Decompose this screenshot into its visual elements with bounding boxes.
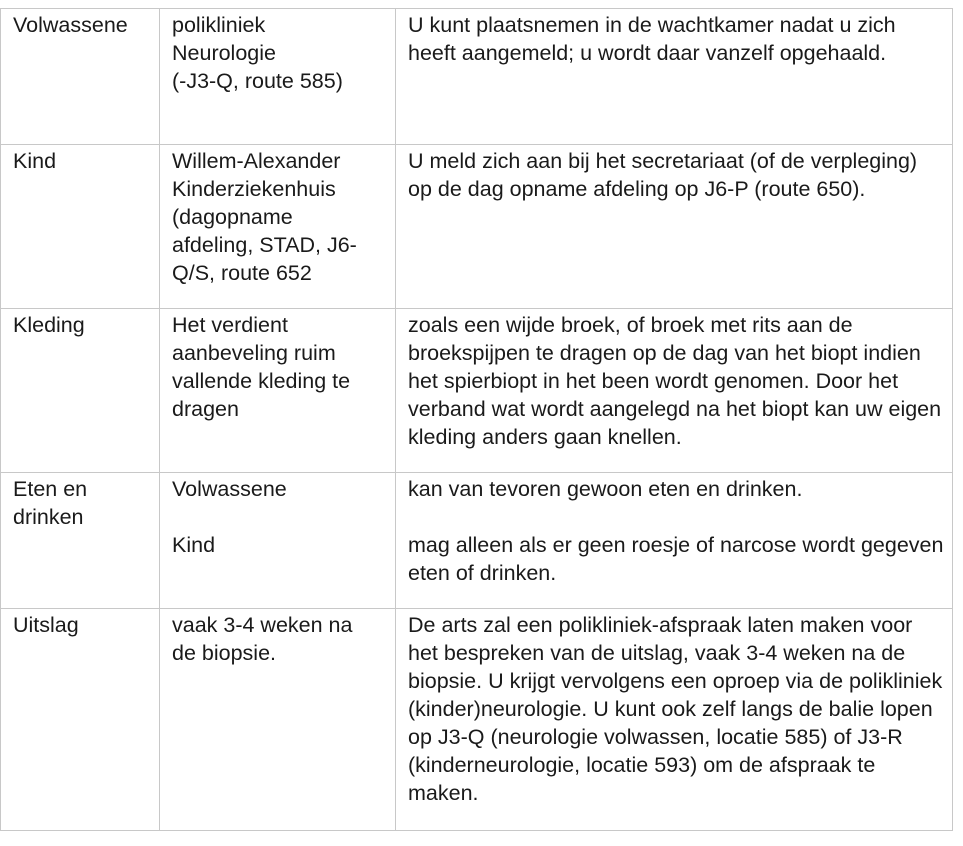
location-cell xyxy=(160,309,396,473)
table-row xyxy=(1,9,953,145)
row-label: Eten en drinken xyxy=(13,477,88,529)
info-cell xyxy=(396,609,953,831)
info-cell xyxy=(396,9,953,145)
row-label-cell xyxy=(1,609,160,831)
info-cell xyxy=(396,145,953,309)
info-cell xyxy=(396,473,953,609)
info-table xyxy=(0,8,953,831)
info-text: U kunt plaatsnemen in de wachtkamer nadat u zich heeft aangemeld; u wordt daar vanzelf opgehaald. xyxy=(408,13,896,65)
row-label: Volwassene xyxy=(13,13,128,37)
info-text: De arts zal een polikliniek-afspraak laten maken voor het bespreken van de uitslag, vaak 3-4 weken na de biopsie. U krijgt vervolgens een oproep via de polikliniek (kinder)neurologie. U kunt ook zelf langs de balie lopen op J3-Q (neurologie volwassen, locatie 585) of J3-R (kinderneurologie, locatie 593) om de afspraak te maken. xyxy=(408,613,943,805)
location-cell xyxy=(160,473,396,609)
info-text-child: mag alleen als er geen roesje of narcose wordt gegeven eten of drinken. xyxy=(408,533,944,585)
row-label: Kleding xyxy=(13,313,85,337)
row-label: Uitslag xyxy=(13,613,79,637)
table-row xyxy=(1,145,953,309)
row-label: Kind xyxy=(13,149,57,173)
row-label-cell xyxy=(1,9,160,145)
row-label-cell xyxy=(1,473,160,609)
info-cell xyxy=(396,309,953,473)
location-text-child: Kind xyxy=(172,533,216,557)
spacer xyxy=(172,503,387,531)
table-row xyxy=(1,609,953,831)
table-row xyxy=(1,309,953,473)
location-cell xyxy=(160,9,396,145)
row-label-cell xyxy=(1,309,160,473)
location-text-adult: Volwassene xyxy=(172,477,287,501)
info-text-adult: kan van tevoren gewoon eten en drinken. xyxy=(408,477,803,501)
location-text: Het verdient aanbeveling ruim vallende kleding te dragen xyxy=(172,313,351,421)
info-text: U meld zich aan bij het secretariaat (of de verpleging) op de dag opname afdeling op J6-P (route 650). xyxy=(408,149,918,201)
location-cell xyxy=(160,609,396,831)
location-text: vaak 3-4 weken na de biopsie. xyxy=(172,613,353,665)
location-cell xyxy=(160,145,396,309)
info-text: zoals een wijde broek, of broek met rits aan de broekspijpen te dragen op de dag van het biopt indien het spierbiopt in het been wordt genomen. Door het verband wat wordt aangelegd na het biopt kan uw eigen kleding anders gaan knellen. xyxy=(408,313,942,449)
row-label-cell xyxy=(1,145,160,309)
table-row xyxy=(1,473,953,609)
spacer xyxy=(408,503,944,531)
location-text: Willem-Alexander Kinderziekenhuis (dagopname afdeling, STAD, J6- Q/S, route 652 xyxy=(172,149,357,285)
location-text: polikliniek Neurologie (-J3-Q, route 585) xyxy=(172,13,343,93)
